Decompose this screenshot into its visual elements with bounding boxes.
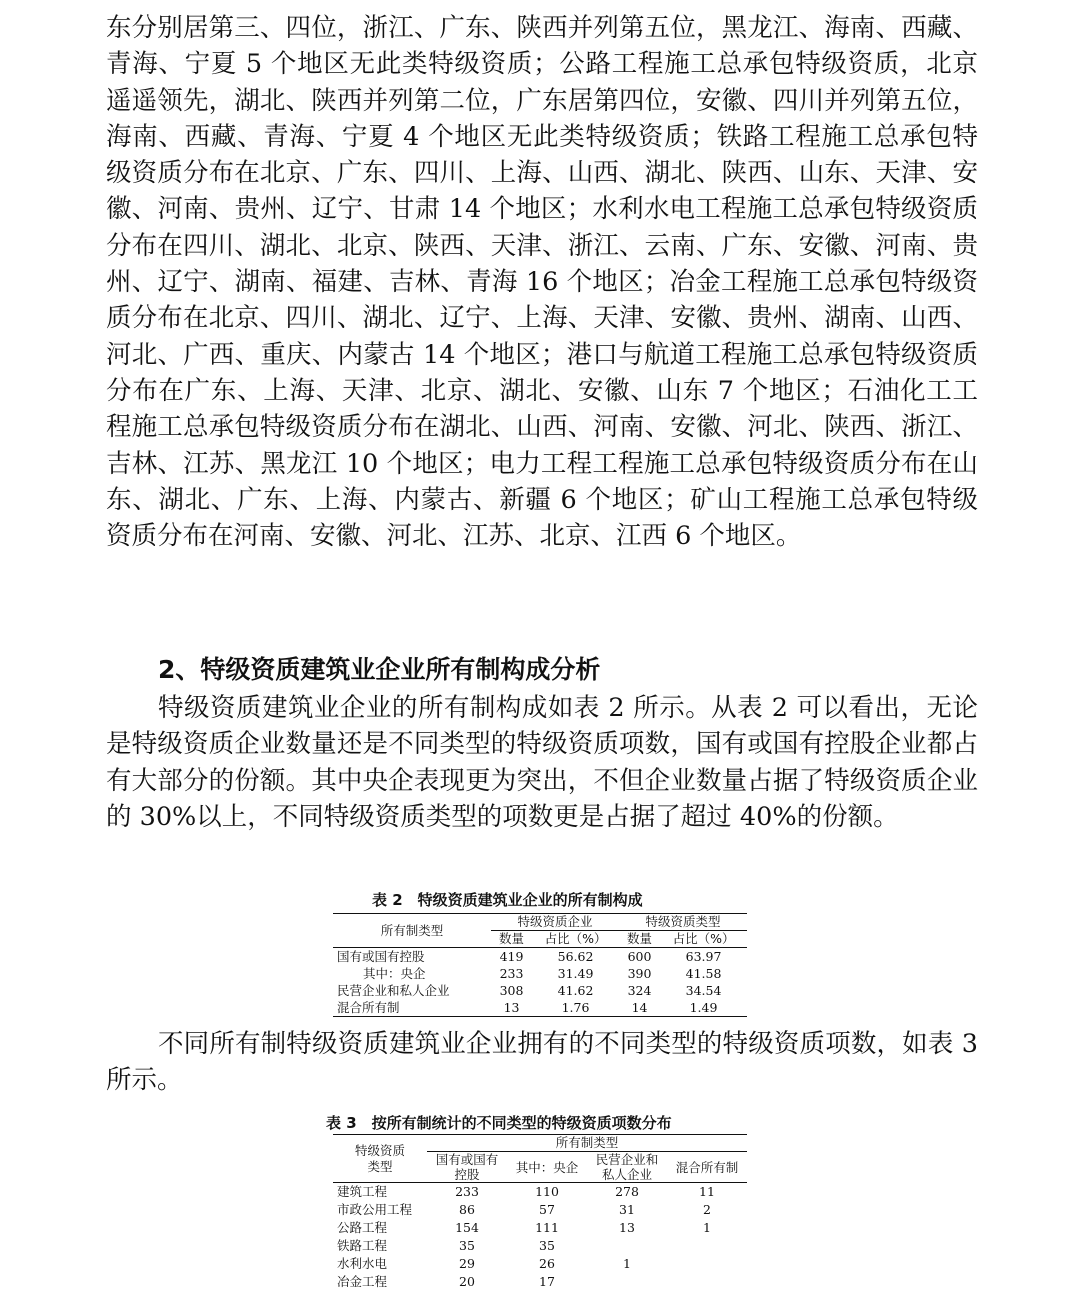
table-2-col-share-2: 占比（%） (660, 931, 747, 948)
cell (667, 1255, 747, 1273)
cell: 324 (627, 983, 652, 998)
cell: 233 (455, 1184, 479, 1199)
body-paragraph-2: 特级资质建筑业企业的所有制构成如表 2 所示。从表 2 可以看出，无论是特级资质企业数量还是不同类型的特级资质项数，国有或国有控股企业都占有大部分的份额。其中央企表现更为突出，不但企业数量占据了特级资质企业的 30%以上，不同特级资质类型的项数更是占据了超过 40%的份额。 (106, 693, 978, 832)
table-3-col-private-line2: 私人企业 (601, 1167, 652, 1182)
table-3-group-ownership: 所有制类型 (427, 1135, 747, 1152)
cell: 11 (699, 1184, 715, 1199)
table-3-col-state-line1: 国有或国有 (435, 1152, 499, 1167)
row-label: 水利水电 (337, 1256, 388, 1271)
cell: 57 (539, 1202, 555, 1217)
cell: 1.49 (689, 1000, 718, 1015)
cell (587, 1237, 667, 1255)
table-row (333, 965, 747, 982)
table-3-col-central: 其中：央企 (507, 1152, 587, 1183)
row-label: 民营企业和私人企业 (337, 983, 450, 998)
table-2-group-enterprises: 特级资质企业 (491, 914, 619, 931)
cell: 111 (535, 1220, 559, 1235)
table-row (333, 1219, 747, 1237)
table-2 (333, 913, 747, 1017)
table-3-col-mixed: 混合所有制 (667, 1152, 747, 1183)
table-3-col-type-line1: 特级资质 (354, 1142, 405, 1158)
table-row (333, 1273, 747, 1291)
table-row (333, 948, 747, 966)
cell: 390 (627, 966, 652, 981)
cell: 233 (499, 966, 524, 981)
body-paragraph-3: 不同所有制特级资质建筑业企业拥有的不同类型的特级资质项数，如表 3 所示。 (106, 1029, 978, 1096)
table-3-caption: 表 3 按所有制统计的不同类型的特级资质项数分布 (326, 1114, 672, 1132)
table-2-col-count-2: 数量 (619, 931, 660, 948)
table-row (333, 999, 747, 1017)
cell: 63.97 (685, 949, 722, 964)
cell: 35 (539, 1238, 555, 1253)
cell: 41.58 (685, 966, 722, 981)
body-paragraph-1: 东分别居第三、四位，浙江、广东、陕西并列第五位，黑龙江、海南、西藏、青海、宁夏 5 个地区无此类特级资质；公路工程施工总承包特级资质，北京遥遥领先，湖北、陕西并列第二位，广东居第四位，安徽、四川并列第五位，海南、西藏、青海、宁夏 4 个地区无此类特级资质；铁路工程施工总承包特级资质分布在北京、广东、四川、上海、山西、湖北、陕西、山东、天津、安徽、河南、贵州、辽宁、甘肃 14 个地区；水利水电工程施工总承包特级资质分布在四川、湖北、北京、陕西、天津、浙江、云南、广东、安徽、河南、贵州、辽宁、湖南、福建、吉林、青海 16 个地区；冶金工程施工总承包特级资质分布在北京、四川、湖北、辽宁、上海、天津、安徽、贵州、湖南、山西、河北、广西、重庆、内蒙古 14 个地区；港口与航道工程施工总承包特级资质分布在广东、上海、天津、北京、湖北、安徽、山东 7 个地区；石油化工工程施工总承包特级资质分布在湖北、山西、河南、安徽、河北、陕西、浙江、吉林、江苏、黑龙江 10 个地区；电力工程工程施工总承包特级资质分布在山东、湖北、广东、上海、内蒙古、新疆 6 个地区；矿山工程施工总承包特级资质分布在河南、安徽、河北、江苏、北京、江西 6 个地区。 (106, 13, 978, 552)
cell: 308 (499, 983, 524, 998)
row-label: 冶金工程 (337, 1274, 388, 1289)
table-3-col-state (427, 1152, 507, 1183)
cell: 154 (455, 1220, 479, 1235)
cell: 31.49 (557, 966, 594, 981)
table-3-col-private-line1: 民营企业和 (595, 1152, 659, 1167)
table-2-col-count-1: 数量 (491, 931, 532, 948)
table-2-caption: 表 2 特级资质建筑业企业的所有制构成 (372, 891, 643, 909)
table-3-col-private (587, 1152, 667, 1183)
cell: 86 (459, 1202, 475, 1217)
cell: 13 (619, 1220, 635, 1235)
cell (667, 1237, 747, 1255)
row-label: 市政公用工程 (337, 1202, 413, 1217)
row-label: 混合所有制 (337, 1000, 400, 1015)
table-2-group-types: 特级资质类型 (619, 914, 747, 931)
cell: 14 (631, 1000, 648, 1015)
table-row (333, 1183, 747, 1202)
cell: 29 (459, 1256, 475, 1271)
row-label: 铁路工程 (337, 1238, 388, 1253)
cell: 1 (623, 1256, 631, 1271)
table-3-col-type (333, 1135, 427, 1183)
row-label: 公路工程 (337, 1220, 388, 1235)
cell: 34.54 (685, 983, 722, 998)
cell (667, 1273, 747, 1291)
table-row (333, 982, 747, 999)
table-2-col-share-1: 占比（%） (532, 931, 619, 948)
cell: 26 (539, 1256, 555, 1271)
cell: 600 (627, 949, 652, 964)
cell: 35 (459, 1238, 475, 1253)
row-label: 国有或国有控股 (337, 949, 425, 964)
cell: 56.62 (557, 949, 594, 964)
cell (587, 1273, 667, 1291)
cell: 110 (535, 1184, 559, 1199)
table-3-col-type-line2: 类型 (367, 1158, 393, 1174)
cell: 31 (619, 1202, 635, 1217)
cell: 2 (703, 1202, 711, 1217)
cell: 419 (499, 949, 524, 964)
table-row (333, 1255, 747, 1273)
table-row (333, 1237, 747, 1255)
table-2-col-ownership: 所有制类型 (333, 914, 491, 948)
cell: 13 (503, 1000, 520, 1015)
cell: 1 (703, 1220, 711, 1235)
cell: 41.62 (557, 983, 594, 998)
cell: 17 (539, 1274, 555, 1289)
table-row (333, 1201, 747, 1219)
row-label: 其中：央企 (363, 966, 426, 981)
row-label: 建筑工程 (337, 1184, 388, 1199)
cell: 20 (459, 1274, 475, 1289)
section-heading: 2、特级资质建筑业企业所有制构成分析 (158, 655, 601, 684)
cell: 1.76 (561, 1000, 590, 1015)
cell: 278 (615, 1184, 639, 1199)
table-3 (333, 1134, 747, 1291)
table-3-col-state-line2: 控股 (454, 1167, 480, 1182)
